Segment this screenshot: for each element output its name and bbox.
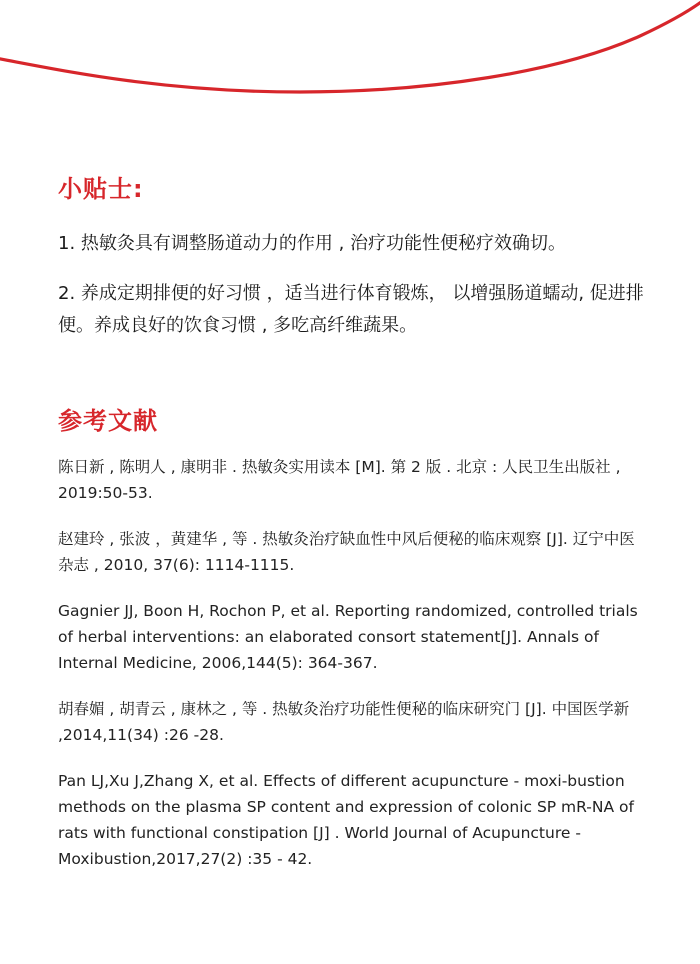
- reference-item: 赵建玲 , 张波 ，黄建华 , 等 . 热敏灸治疗缺血性中风后便秘的临床观察 [J]. 辽宁中医杂志 , 2010, 37(6): 1114-1115.: [58, 530, 635, 574]
- tip-item: 1. 热敏灸具有调整肠道动力的作用 , 治疗功能性便秘疗效确切。: [58, 233, 567, 254]
- main-content: [58, 172, 648, 892]
- references-list: [58, 454, 648, 872]
- tips-heading: 小贴士:: [58, 175, 144, 203]
- reference-item: Gagnier JJ, Boon H, Rochon P, et al. Reporting randomized, controlled trials of herbal interventions: an elaborated consort statement[J]. Annals of Internal Medicine, 2006,144(5): 364-367.: [58, 602, 638, 672]
- references-heading: 参考文献: [58, 407, 158, 435]
- tip-item: 2. 养成定期排便的好习惯 ，适当进行体育锻炼， 以增强肠道蠕动, 促进排便。养成良好的饮食习惯 , 多吃高纤维蔬果。: [58, 283, 644, 336]
- tips-list: [58, 228, 648, 342]
- reference-item: 胡春媚 , 胡青云 , 康林之 , 等 . 热敏灸治疗功能性便秘的临床研究门 [J]. 中国医学新 ,2014,11(34) :26 -28.: [58, 700, 630, 744]
- reference-item: Pan LJ,Xu J,Zhang X, et al. Effects of different acupuncture - moxi-bustion methods on the plasma SP content and expression of colonic SP mR-NA of rats with functional constipation [J] . World Journal of Acupuncture -Moxibustion,2017,27(2) :35 - 42.: [58, 772, 634, 868]
- reference-item: 陈日新 , 陈明人 , 康明非 . 热敏灸实用读本 [M]. 第 2 版 . 北京 : 人民卫生出版社 , 2019:50-53.: [58, 458, 621, 502]
- decorative-curve: [0, 0, 700, 110]
